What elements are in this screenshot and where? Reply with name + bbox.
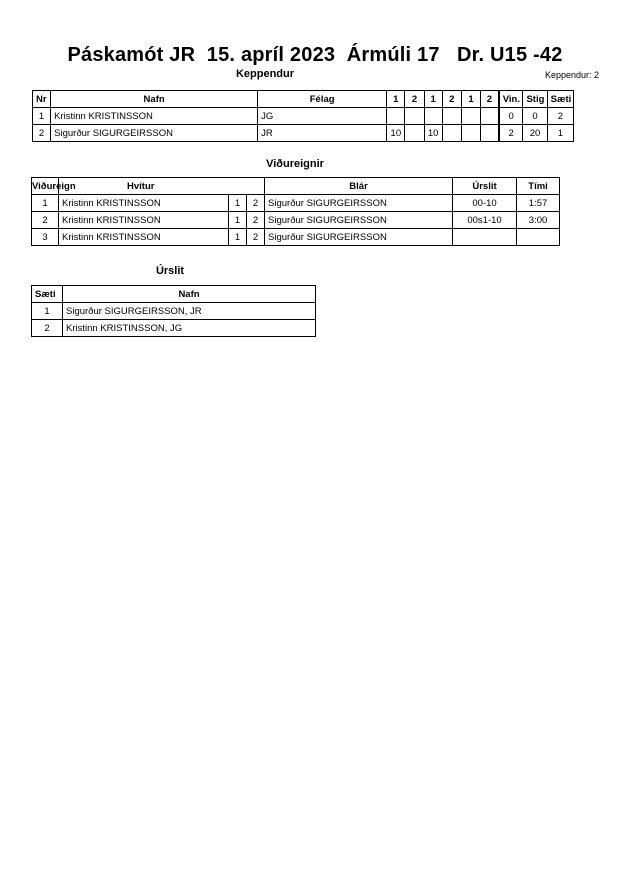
cell-hvitur: Kristinn KRISTINSSON bbox=[59, 229, 229, 246]
table-row bbox=[32, 229, 560, 246]
cell-round bbox=[405, 108, 424, 125]
cell-saeti: 2 bbox=[32, 320, 63, 337]
table-row bbox=[32, 320, 316, 337]
cell-nr: 1 bbox=[33, 108, 51, 125]
col-round: 1 bbox=[424, 91, 442, 108]
cell-saeti: 1 bbox=[32, 303, 63, 320]
cell-round: 10 bbox=[387, 125, 405, 142]
cell-saeti: 2 bbox=[547, 108, 573, 125]
cell-score-2: 2 bbox=[247, 212, 265, 229]
cell-round bbox=[442, 125, 461, 142]
col-round: 1 bbox=[461, 91, 480, 108]
results-section-title: Úrslit bbox=[155, 265, 185, 277]
cell-nafn: Kristinn KRISTINSSON bbox=[51, 108, 258, 125]
matches-table bbox=[31, 177, 560, 246]
cell-round bbox=[481, 125, 499, 142]
col-round: 2 bbox=[405, 91, 424, 108]
cell-score-2: 2 bbox=[247, 229, 265, 246]
cell-nafn: Sigurður SIGURGEIRSSON bbox=[51, 125, 258, 142]
cell-saeti: 1 bbox=[547, 125, 573, 142]
col-nafn: Nafn bbox=[63, 286, 316, 303]
cell-vidureign: 1 bbox=[32, 195, 59, 212]
players-table bbox=[32, 90, 574, 142]
cell-nafn: Kristinn KRISTINSSON, JG bbox=[63, 320, 316, 337]
col-nr: Nr bbox=[33, 91, 51, 108]
cell-blar: Sigurður SIGURGEIRSSON bbox=[265, 195, 453, 212]
col-urslit: Úrslit bbox=[453, 178, 517, 195]
col-stig: Stig bbox=[523, 91, 547, 108]
cell-nr: 2 bbox=[33, 125, 51, 142]
cell-felag: JG bbox=[258, 108, 387, 125]
cell-round bbox=[424, 108, 442, 125]
results-table bbox=[31, 285, 316, 337]
cell-timi: 3:00 bbox=[517, 212, 560, 229]
cell-score-1: 1 bbox=[229, 229, 247, 246]
cell-hvitur: Kristinn KRISTINSSON bbox=[59, 212, 229, 229]
table-row bbox=[32, 303, 316, 320]
cell-urslit: 00s1-10 bbox=[453, 212, 517, 229]
col-round: 2 bbox=[481, 91, 499, 108]
col-saeti: Sæti bbox=[547, 91, 573, 108]
cell-round bbox=[442, 108, 461, 125]
cell-stig: 20 bbox=[523, 125, 547, 142]
cell-urslit: 00-10 bbox=[453, 195, 517, 212]
cell-round bbox=[387, 108, 405, 125]
cell-vidureign: 3 bbox=[32, 229, 59, 246]
cell-blar: Sigurður SIGURGEIRSSON bbox=[265, 212, 453, 229]
cell-urslit bbox=[453, 229, 517, 246]
col-vidureign: Viðureign bbox=[32, 178, 59, 195]
table-row bbox=[33, 108, 574, 125]
cell-vidureign: 2 bbox=[32, 212, 59, 229]
cell-round bbox=[405, 125, 424, 142]
cell-round bbox=[481, 108, 499, 125]
col-hvitur: Hvítur bbox=[59, 178, 265, 195]
player-count: Keppendur: 2 bbox=[544, 70, 599, 80]
cell-score-1: 1 bbox=[229, 212, 247, 229]
col-timi: Tími bbox=[517, 178, 560, 195]
col-felag: Félag bbox=[258, 91, 387, 108]
cell-timi bbox=[517, 229, 560, 246]
results-header-row bbox=[32, 286, 316, 303]
cell-hvitur: Kristinn KRISTINSSON bbox=[59, 195, 229, 212]
cell-felag: JR bbox=[258, 125, 387, 142]
col-round: 1 bbox=[387, 91, 405, 108]
table-row bbox=[32, 212, 560, 229]
cell-round: 10 bbox=[424, 125, 442, 142]
cell-nafn: Sigurður SIGURGEIRSSON, JR bbox=[63, 303, 316, 320]
col-nafn: Nafn bbox=[51, 91, 258, 108]
players-section-title: Keppendur bbox=[235, 68, 295, 80]
page-title: Páskamót JR 15. apríl 2023 Ármúli 17 Dr. U15 -42 bbox=[67, 44, 563, 66]
cell-score-1: 1 bbox=[229, 195, 247, 212]
cell-vin: 0 bbox=[499, 108, 523, 125]
col-round: 2 bbox=[442, 91, 461, 108]
cell-round bbox=[461, 108, 480, 125]
col-saeti: Sæti bbox=[32, 286, 63, 303]
cell-score-2: 2 bbox=[247, 195, 265, 212]
cell-round bbox=[461, 125, 480, 142]
matches-header-row bbox=[32, 178, 560, 195]
table-row bbox=[32, 195, 560, 212]
cell-vin: 2 bbox=[499, 125, 523, 142]
col-vin: Vin. bbox=[499, 91, 523, 108]
table-row bbox=[33, 125, 574, 142]
cell-blar: Sigurður SIGURGEIRSSON bbox=[265, 229, 453, 246]
col-blar: Blár bbox=[265, 178, 453, 195]
players-header-row bbox=[33, 91, 574, 108]
matches-section-title: Viðureignir bbox=[266, 158, 324, 170]
cell-stig: 0 bbox=[523, 108, 547, 125]
cell-timi: 1:57 bbox=[517, 195, 560, 212]
